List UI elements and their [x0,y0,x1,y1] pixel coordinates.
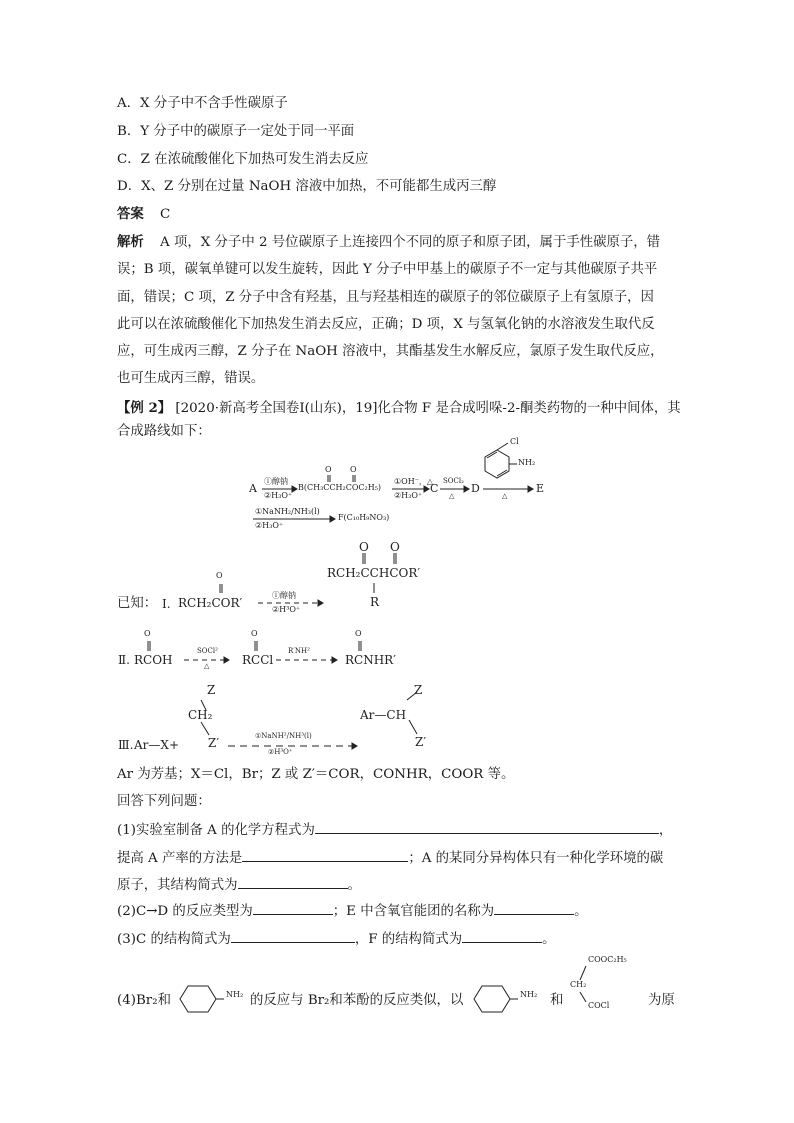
analysis-line-5: 应，可生成丙三醇，Z 分子在 NaOH 溶液中，其酯基发生水解反应，氯原子发生取代反应， [117,344,664,359]
analysis-line-3: 面，错误；C 项，Z 分子中含有羟基，且与羟基相连的碳原子的邻位碳原子上有氢原子，因 [117,290,654,305]
route-F: F(C₁₀H₉NO₃) [338,513,390,522]
route-C: C [430,482,439,495]
example-intro-1: 【例 2】 [2020·新高考全国卷Ⅰ(山东)，19]化合物 F 是合成吲哚-2-酮类药物的一种中间体，其 [117,400,681,416]
example-label: 【例 2】 [117,400,172,416]
question-1-b: 提高 A 产率的方法是 ；A 的某同分异构体只有一种化学环境的碳 [117,847,663,869]
benzene-ring-icon [474,986,510,1012]
document-page: A．X 分子中不含手性碳原子 B．Y 分子中的碳原子一定处于同一平面 C．Z 在浓硫酸催化下加热可发生消去反应 D．X、Z 分别在过量 NaOH 溶液中加热，不可能都生成丙三醇 答案 C 解析 A 项，X 分子中 2 号位碳原子上连接四个不同的原子和原子团，属于手性碳原子，错 误；B 项，碳氧单键可以发生旋转，因此 Y 分子中甲基上的碳原子不一定与其他碳原子共平 面，错误；C 项，Z 分子中含有羟基，且与羟基相连的碳原子的邻位碳原子上有氢原子，因 此可以在浓硫酸催化下加热发生消去反应，正确；D 项，X 与氢氧化钠的水溶液发生取代反 应，可生成丙三醇，Z 分子在 NaOH 溶液中，其酯基发生水解反应，氯原子发生取代反应， 也可生成丙三醇，错误。 【例 2】 [2020·新高考全国卷Ⅰ(山东)，19]化合物 F 是合成吲哚-2-酮类药物的一种中间体，其 合成路线如下： A ①醇钠 ②H₃O⁺ O O B(CH₃CCH₂COC₂H₅) ①OH⁻，△ ②H₃O⁺ C SOCl₂ △ D Cl NH₂ △ E ①NaNH₂/NH₃(l) ②H₃O⁺ F(C₁₀H₉NO₃) 已知： Ⅰ. O RCH₂COR′ ①醇钠 ②H³O⁺ O O RCH₂CCHCOR′ R O Ⅱ. RCOH SOCl² △ O RCCl R′NH² O RCNHR′ Z CH₂ Ⅲ. Ar—X+ Z′ ①NaNH²/NH³(l) ②H³O⁺ Z Ar—CH Z′ Ar 为芳基；X＝Cl，Br；Z 或 Z′＝COR，CONHR，COOR 等。 回答下列问题： (1)实验室制备 A 的化学方程式为 ， 提高 A 产率的方法是 ；A 的某同分异构体只有一种化学环境的碳 原子，其结构简式为 。 (2)C→D 的反应类型为 ；E 中含氧官能团的名称为 。 (3)C 的结构简式为 ，F 的结构简式为 。 (4)Br₂和 NH₂ 的反应与 Br₂和苯酚的反应类似，以 NH₂ 和 COOC₂H₅ CH₂ COCl 为原 [0,0,794,1123]
route-B: B(CH₃CCH₂COC₂H₅) [298,483,382,492]
note-line: Ar 为芳基；X＝Cl，Br；Z 或 Z′＝COR，CONHR，COOR 等。 [117,767,515,782]
analysis-line-1: 解析 A 项，X 分子中 2 号位碳原子上连接四个不同的原子和原子团，属于手性碳原子，错 [117,234,661,250]
question-intro: 回答下列问题： [117,794,211,809]
analysis-line-6: 也可生成丙三醇，错误。 [117,371,265,386]
question-1-a: (1)实验室制备 A 的化学方程式为 ， [117,819,672,841]
analysis-line-2: 误；B 项，碳氧单键可以发生旋转，因此 Y 分子中甲基上的碳原子不一定与其他碳原子共平 [117,262,658,277]
question-2: (2)C→D 的反应类型为 ；E 中含氧官能团的名称为 。 [117,900,588,922]
question-3: (3)C 的结构简式为 ，F 的结构简式为 。 [117,928,556,950]
route-D: D [471,482,480,495]
example-intro-2: 合成路线如下： [117,424,211,439]
answer-value: C [160,207,171,222]
option-a: A．X 分子中不含手性碳原子 [117,96,288,111]
benzene-ring-icon [180,986,216,1012]
route-E: E [536,482,545,495]
answer-label: 答案 [117,206,144,222]
question-1-c: 原子，其结构简式为 。 [117,874,361,896]
known-label: 已知： [117,596,158,611]
option-c: C．Z 在浓硫酸催化下加热可发生消去反应 [117,152,369,167]
analysis-label: 解析 [117,234,144,250]
route-A: A [249,482,257,495]
option-b: B．Y 分子中的碳原子一定处于同一平面 [117,124,355,139]
analysis-line-4: 此可以在浓硫酸催化下加热发生消去反应，正确；D 项，X 与氢氧化钠的水溶液发生取代反 [117,317,655,332]
option-d: D．X、Z 分别在过量 NaOH 溶液中加热，不可能都生成丙三醇 [117,179,497,194]
